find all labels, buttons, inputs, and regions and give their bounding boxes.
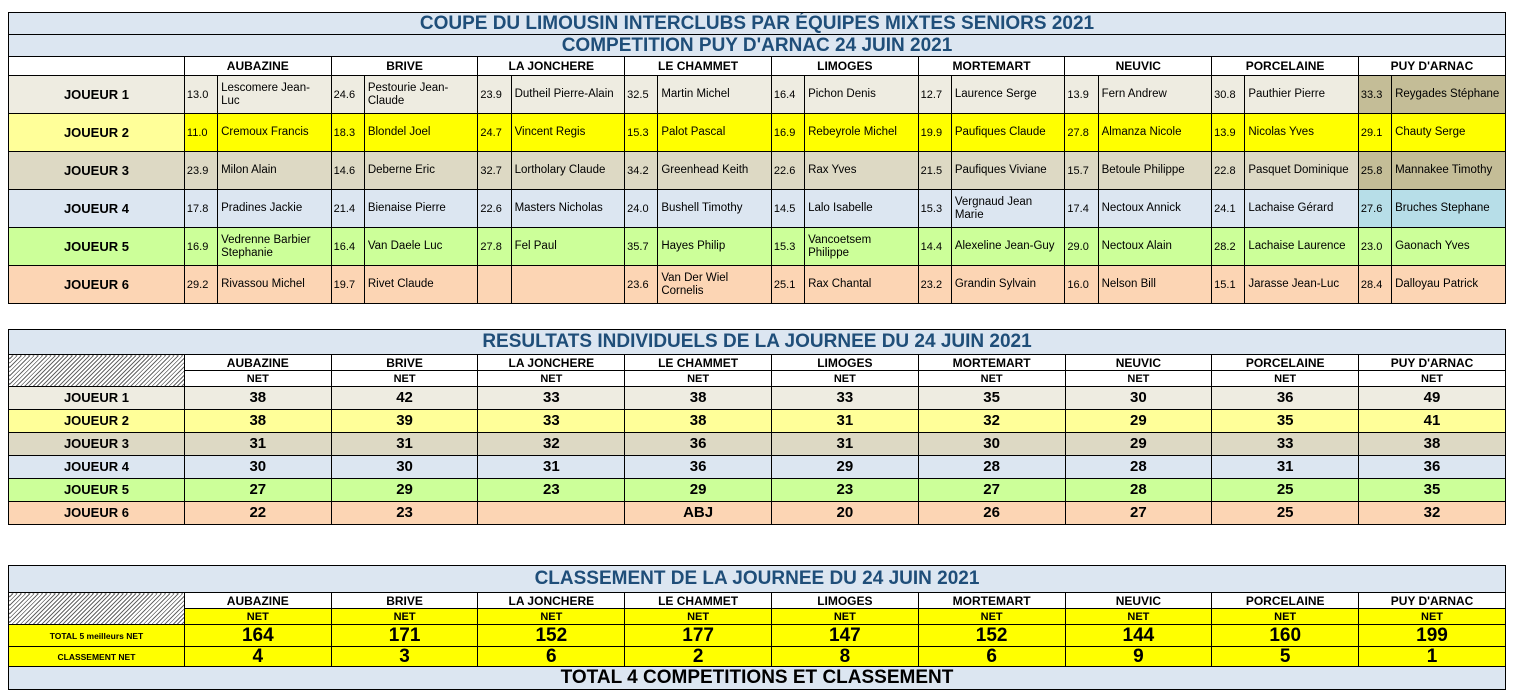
- net-score: 27: [918, 479, 1065, 502]
- net-score: 23: [771, 479, 918, 502]
- handicap-value: 13.9: [1065, 76, 1098, 114]
- player-row-label: JOUEUR 2: [9, 410, 185, 433]
- net-score: 28: [1065, 479, 1212, 502]
- club-header: LA JONCHERE: [478, 593, 625, 609]
- player-name: Milon Alain: [218, 152, 332, 190]
- player-name: Van Der Wiel Cornelis: [658, 266, 772, 304]
- player-row-label: JOUEUR 5: [9, 479, 185, 502]
- net-header: NET: [331, 609, 478, 625]
- player-name: Lalo Isabelle: [805, 190, 919, 228]
- handicap-value: 32.5: [625, 76, 658, 114]
- net-header: NET: [918, 609, 1065, 625]
- player-row-label: JOUEUR 4: [9, 456, 185, 479]
- club-header: BRIVE: [331, 355, 478, 371]
- handicap-value: 21.4: [331, 190, 364, 228]
- handicap-value: 22.6: [478, 190, 511, 228]
- rank-value: 9: [1065, 647, 1212, 667]
- ranking-title: CLASSEMENT DE LA JOURNEE DU 24 JUIN 2021: [9, 566, 1506, 593]
- handicap-value: 13.9: [1212, 114, 1245, 152]
- net-score: 29: [1065, 410, 1212, 433]
- handicap-value: 28.2: [1212, 228, 1245, 266]
- rank-value: 3: [331, 647, 478, 667]
- handicap-value: 16.4: [331, 228, 364, 266]
- net-score: 27: [184, 479, 331, 502]
- net-header: NET: [1065, 371, 1212, 387]
- player-name: Rivassou Michel: [218, 266, 332, 304]
- club-header: LA JONCHERE: [478, 57, 625, 76]
- total-value: 177: [625, 625, 772, 647]
- player-name: Gaonach Yves: [1392, 228, 1506, 266]
- handicap-value: 27.8: [478, 228, 511, 266]
- player-name: Pauthier Pierre: [1245, 76, 1359, 114]
- player-name: Jarasse Jean-Luc: [1245, 266, 1359, 304]
- player-name: Nectoux Alain: [1098, 228, 1212, 266]
- player-name: Bushell Timothy: [658, 190, 772, 228]
- net-score: 38: [1359, 433, 1506, 456]
- player-name: Grandin Sylvain: [951, 266, 1065, 304]
- handicap-value: 34.2: [625, 152, 658, 190]
- handicap-value: 25.8: [1358, 152, 1391, 190]
- net-score: 29: [1065, 433, 1212, 456]
- club-header: NEUVIC: [1065, 57, 1212, 76]
- handicap-value: 19.7: [331, 266, 364, 304]
- player-name: Greenhead Keith: [658, 152, 772, 190]
- net-score: 38: [184, 410, 331, 433]
- net-score: 33: [771, 387, 918, 410]
- net-score: 31: [1212, 456, 1359, 479]
- net-score: 31: [771, 433, 918, 456]
- ranking-table: [8, 565, 1506, 690]
- player-name: Mannakee Timothy: [1392, 152, 1506, 190]
- handicap-value: 14.6: [331, 152, 364, 190]
- net-score: 29: [771, 456, 918, 479]
- net-score: 30: [1065, 387, 1212, 410]
- net-score: 35: [1359, 479, 1506, 502]
- club-header: LE CHAMMET: [625, 57, 772, 76]
- player-name: Rax Chantal: [805, 266, 919, 304]
- net-score: 31: [331, 433, 478, 456]
- net-score: 25: [1212, 502, 1359, 525]
- handicap-value: 24.7: [478, 114, 511, 152]
- handicap-value: 25.1: [771, 266, 804, 304]
- rank-value: 6: [918, 647, 1065, 667]
- handicap-value: 18.3: [331, 114, 364, 152]
- player-name: Masters Nicholas: [511, 190, 625, 228]
- net-score: 31: [184, 433, 331, 456]
- player-name: Rivet Claude: [364, 266, 478, 304]
- net-score: 32: [478, 433, 625, 456]
- player-name: Lescomere Jean-Luc: [218, 76, 332, 114]
- rank-value: 6: [478, 647, 625, 667]
- net-score: 22: [184, 502, 331, 525]
- net-score: 32: [1359, 502, 1506, 525]
- club-header: BRIVE: [331, 57, 478, 76]
- net-score: 30: [331, 456, 478, 479]
- player-name: Fern Andrew: [1098, 76, 1212, 114]
- net-score: 28: [918, 456, 1065, 479]
- handicap-value: 16.9: [771, 114, 804, 152]
- player-row-label: JOUEUR 1: [9, 387, 185, 410]
- net-score: [478, 502, 625, 525]
- player-row-label: JOUEUR 1: [9, 76, 185, 114]
- net-header: NET: [1212, 609, 1359, 625]
- handicap-value: 23.6: [625, 266, 658, 304]
- net-score: 33: [478, 387, 625, 410]
- player-name: Van Daele Luc: [364, 228, 478, 266]
- handicap-value: 15.7: [1065, 152, 1098, 190]
- handicap-value: 29.1: [1358, 114, 1391, 152]
- total-value: 152: [918, 625, 1065, 647]
- handicap-value: 22.6: [771, 152, 804, 190]
- club-header: MORTEMART: [918, 355, 1065, 371]
- player-name: Deberne Eric: [364, 152, 478, 190]
- net-score: 36: [625, 433, 772, 456]
- net-header: NET: [771, 609, 918, 625]
- club-header: AUBAZINE: [184, 593, 331, 609]
- net-score: 33: [1212, 433, 1359, 456]
- player-name: Pestourie Jean-Claude: [364, 76, 478, 114]
- handicap-value: 14.4: [918, 228, 951, 266]
- player-row-label: JOUEUR 6: [9, 266, 185, 304]
- player-name: Reygades Stéphane: [1392, 76, 1506, 114]
- handicap-value: 35.7: [625, 228, 658, 266]
- net-score: 35: [918, 387, 1065, 410]
- player-row-label: JOUEUR 3: [9, 433, 185, 456]
- total-value: 144: [1065, 625, 1212, 647]
- total-value: 152: [478, 625, 625, 647]
- player-name: Bienaise Pierre: [364, 190, 478, 228]
- handicap-value: 22.8: [1212, 152, 1245, 190]
- player-name: Vergnaud Jean Marie: [951, 190, 1065, 228]
- net-score: 31: [478, 456, 625, 479]
- handicap-value: 23.9: [478, 76, 511, 114]
- competition-subtitle: COMPETITION PUY D'ARNAC 24 JUIN 2021: [9, 35, 1506, 57]
- player-name: Hayes Philip: [658, 228, 772, 266]
- player-name: Betoule Philippe: [1098, 152, 1212, 190]
- net-score: 38: [625, 410, 772, 433]
- net-score: 30: [184, 456, 331, 479]
- handicap-value: 24.1: [1212, 190, 1245, 228]
- club-header: BRIVE: [331, 593, 478, 609]
- net-score: 42: [331, 387, 478, 410]
- net-score: 23: [331, 502, 478, 525]
- handicap-value: 16.9: [184, 228, 217, 266]
- net-score: 25: [1212, 479, 1359, 502]
- club-header: NEUVIC: [1065, 593, 1212, 609]
- club-header: LIMOGES: [771, 355, 918, 371]
- net-score: 26: [918, 502, 1065, 525]
- net-score: 28: [1065, 456, 1212, 479]
- net-score: ABJ: [625, 502, 772, 525]
- net-score: 36: [625, 456, 772, 479]
- net-header: NET: [1212, 371, 1359, 387]
- handicap-value: 15.3: [771, 228, 804, 266]
- club-header: PORCELAINE: [1212, 57, 1359, 76]
- player-name: Fel Paul: [511, 228, 625, 266]
- rank-value: 5: [1212, 647, 1359, 667]
- net-header: NET: [478, 609, 625, 625]
- handicap-value: 28.4: [1358, 266, 1391, 304]
- club-header: AUBAZINE: [184, 57, 331, 76]
- player-name: Alexeline Jean-Guy: [951, 228, 1065, 266]
- handicap-value: 19.9: [918, 114, 951, 152]
- handicap-value: 23.9: [184, 152, 217, 190]
- club-header: PUY D'ARNAC: [1359, 593, 1506, 609]
- net-score: 30: [918, 433, 1065, 456]
- net-score: 23: [478, 479, 625, 502]
- handicap-value: 12.7: [918, 76, 951, 114]
- handicap-value: 16.0: [1065, 266, 1098, 304]
- total-value: 147: [771, 625, 918, 647]
- net-header: NET: [478, 371, 625, 387]
- player-name: Pradines Jackie: [218, 190, 332, 228]
- club-header: LIMOGES: [771, 593, 918, 609]
- handicap-value: 11.0: [184, 114, 217, 152]
- net-score: 36: [1212, 387, 1359, 410]
- player-name: Vedrenne Barbier Stephanie: [218, 228, 332, 266]
- individual-results-table: [8, 329, 1506, 525]
- net-score: 33: [478, 410, 625, 433]
- player-name: Nicolas Yves: [1245, 114, 1359, 152]
- footer-title: TOTAL 4 COMPETITIONS ET CLASSEMENT: [9, 667, 1506, 690]
- player-name: Lachaise Laurence: [1245, 228, 1359, 266]
- handicap-value: 29.0: [1065, 228, 1098, 266]
- player-name: Blondel Joel: [364, 114, 478, 152]
- net-score: 20: [771, 502, 918, 525]
- rank-value: 8: [771, 647, 918, 667]
- player-name: Bruches Stephane: [1392, 190, 1506, 228]
- total-value: 164: [184, 625, 331, 647]
- net-score: 35: [1212, 410, 1359, 433]
- rank-label: CLASSEMENT NET: [9, 647, 185, 667]
- blank-corner: [9, 57, 185, 76]
- player-name: Pasquet Dominique: [1245, 152, 1359, 190]
- handicap-value: 27.6: [1358, 190, 1391, 228]
- team-composition-table: [8, 12, 1506, 304]
- handicap-value: 17.4: [1065, 190, 1098, 228]
- handicap-value: 21.5: [918, 152, 951, 190]
- player-name: Lortholary Claude: [511, 152, 625, 190]
- handicap-value: 15.3: [918, 190, 951, 228]
- net-score: 41: [1359, 410, 1506, 433]
- player-name: Paufiques Viviane: [951, 152, 1065, 190]
- handicap-value: 14.5: [771, 190, 804, 228]
- club-header: PUY D'ARNAC: [1359, 355, 1506, 371]
- handicap-value: 32.7: [478, 152, 511, 190]
- handicap-value: [478, 266, 511, 304]
- handicap-value: 23.0: [1358, 228, 1391, 266]
- player-name: Cremoux Francis: [218, 114, 332, 152]
- total-label: TOTAL 5 meilleurs NET: [9, 625, 185, 647]
- club-header: LA JONCHERE: [478, 355, 625, 371]
- player-name: Lachaise Gérard: [1245, 190, 1359, 228]
- handicap-value: 29.2: [184, 266, 217, 304]
- club-header: MORTEMART: [918, 57, 1065, 76]
- net-header: NET: [331, 371, 478, 387]
- player-name: Almanza Nicole: [1098, 114, 1212, 152]
- handicap-value: 13.0: [184, 76, 217, 114]
- net-score: 27: [1065, 502, 1212, 525]
- net-score: 29: [625, 479, 772, 502]
- handicap-value: 23.2: [918, 266, 951, 304]
- handicap-value: 24.6: [331, 76, 364, 114]
- rank-value: 4: [184, 647, 331, 667]
- club-header: LE CHAMMET: [625, 593, 772, 609]
- player-row-label: JOUEUR 6: [9, 502, 185, 525]
- player-row-label: JOUEUR 5: [9, 228, 185, 266]
- page-title: COUPE DU LIMOUSIN INTERCLUBS PAR ÉQUIPES MIXTES SENIORS 2021: [9, 13, 1506, 35]
- net-score: 49: [1359, 387, 1506, 410]
- club-header: AUBAZINE: [184, 355, 331, 371]
- hatched-corner: [9, 593, 185, 625]
- rank-value: 2: [625, 647, 772, 667]
- player-name: Pichon Denis: [805, 76, 919, 114]
- player-name: Laurence Serge: [951, 76, 1065, 114]
- net-score: 39: [331, 410, 478, 433]
- player-row-label: JOUEUR 4: [9, 190, 185, 228]
- handicap-value: 15.1: [1212, 266, 1245, 304]
- handicap-value: 17.8: [184, 190, 217, 228]
- player-name: Nectoux Annick: [1098, 190, 1212, 228]
- player-name: Chauty Serge: [1392, 114, 1506, 152]
- hatched-corner: [9, 355, 185, 387]
- handicap-value: 33.3: [1358, 76, 1391, 114]
- club-header: NEUVIC: [1065, 355, 1212, 371]
- net-score: 38: [625, 387, 772, 410]
- handicap-value: 15.3: [625, 114, 658, 152]
- handicap-value: 24.0: [625, 190, 658, 228]
- net-header: NET: [918, 371, 1065, 387]
- net-header: NET: [625, 371, 772, 387]
- rank-value: 1: [1359, 647, 1506, 667]
- net-score: 29: [331, 479, 478, 502]
- net-score: 38: [184, 387, 331, 410]
- net-score: 31: [771, 410, 918, 433]
- player-name: [511, 266, 625, 304]
- club-header: PORCELAINE: [1212, 593, 1359, 609]
- results-title: RESULTATS INDIVIDUELS DE LA JOURNEE DU 24 JUIN 2021: [9, 330, 1506, 355]
- net-header: NET: [1359, 371, 1506, 387]
- player-row-label: JOUEUR 2: [9, 114, 185, 152]
- net-header: NET: [1065, 609, 1212, 625]
- player-name: Rax Yves: [805, 152, 919, 190]
- club-header: MORTEMART: [918, 593, 1065, 609]
- player-name: Rebeyrole Michel: [805, 114, 919, 152]
- net-header: NET: [625, 609, 772, 625]
- player-name: Dutheil Pierre-Alain: [511, 76, 625, 114]
- player-name: Palot Pascal: [658, 114, 772, 152]
- club-header: LIMOGES: [771, 57, 918, 76]
- net-header: NET: [1359, 609, 1506, 625]
- club-header: LE CHAMMET: [625, 355, 772, 371]
- net-header: NET: [184, 609, 331, 625]
- player-name: Dalloyau Patrick: [1392, 266, 1506, 304]
- total-value: 171: [331, 625, 478, 647]
- club-header: PORCELAINE: [1212, 355, 1359, 371]
- player-name: Vancoetsem Philippe: [805, 228, 919, 266]
- player-row-label: JOUEUR 3: [9, 152, 185, 190]
- handicap-value: 30.8: [1212, 76, 1245, 114]
- handicap-value: 27.8: [1065, 114, 1098, 152]
- player-name: Martin Michel: [658, 76, 772, 114]
- player-name: Nelson Bill: [1098, 266, 1212, 304]
- total-value: 160: [1212, 625, 1359, 647]
- net-score: 36: [1359, 456, 1506, 479]
- player-name: Vincent Regis: [511, 114, 625, 152]
- handicap-value: 16.4: [771, 76, 804, 114]
- total-value: 199: [1359, 625, 1506, 647]
- net-header: NET: [184, 371, 331, 387]
- net-score: 32: [918, 410, 1065, 433]
- player-name: Paufiques Claude: [951, 114, 1065, 152]
- net-header: NET: [771, 371, 918, 387]
- club-header: PUY D'ARNAC: [1358, 57, 1505, 76]
